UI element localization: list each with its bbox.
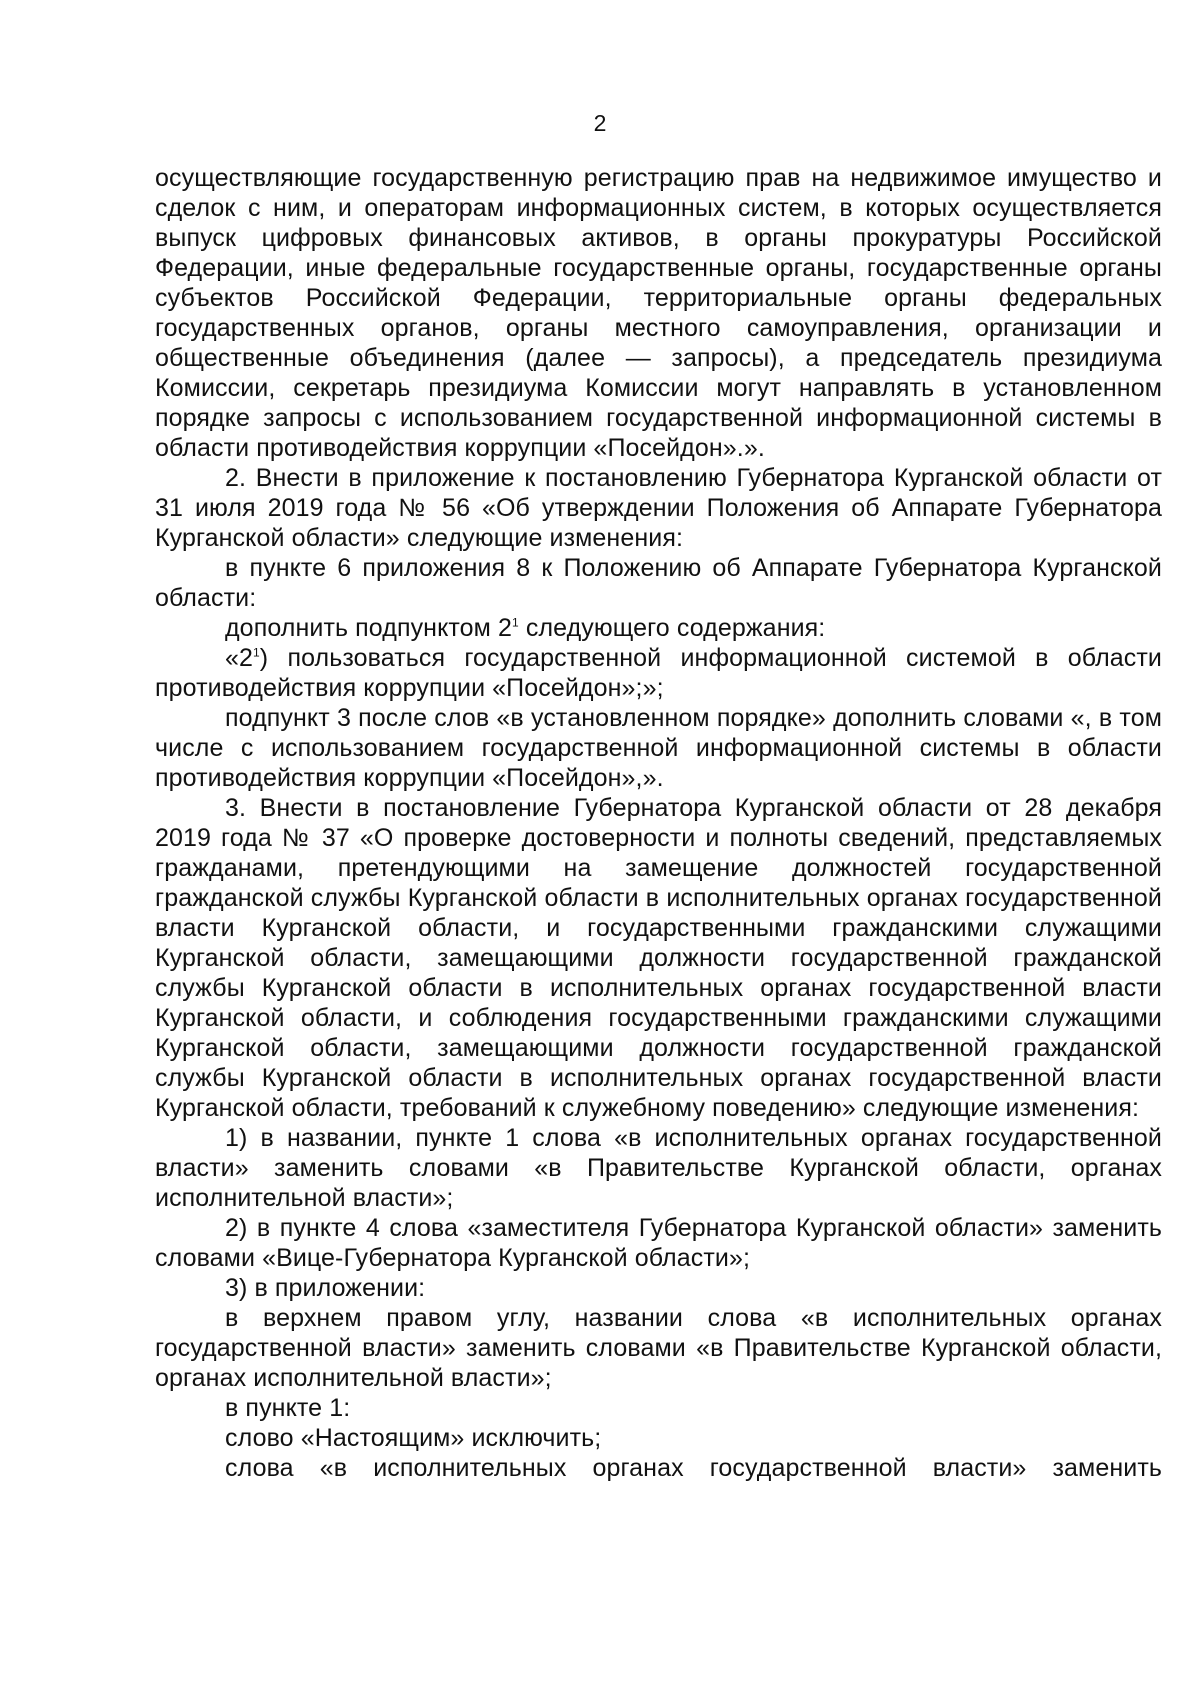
supplement-text-after: следующего содержания: bbox=[518, 614, 826, 642]
paragraph-item-3: 3. Внести в постановление Губернатора Курганской области от 28 декабря 2019 года № 37 «О проверке достоверности и полноты сведений, представляемых гражданами, претендующими на замещение должностей государственной гражданской службы Курганской области в исполнительных органах государственной власти Курганской области, и государственными гражданскими служащими Курганской области, замещающими должности государственной гражданской службы Курганской области в исполнительных органах государственной власти Курганской области, и соблюдения государственными гражданскими служащими Курганской области, замещающими должности государственной гражданской службы Курганской области в исполнительных органах государственной власти Курганской области, требований к служебному поведению» следующие изменения: bbox=[155, 794, 1162, 1122]
paragraph-item-2-point-6: в пункте 6 приложения 8 к Положению об Аппарате Губернатора Курганской области: bbox=[155, 554, 1162, 612]
supplement-text-before: дополнить подпунктом 2 bbox=[225, 614, 513, 642]
paragraph-item-3-3-words: слова «в исполнительных органах государственной власти» заменить bbox=[225, 1454, 1162, 1482]
new-subitem-text-after: ) пользоваться государственной информационной системой в области противодействия коррупции «Посейдон»;»; bbox=[155, 644, 1162, 702]
paragraph-item-3-1: 1) в названии, пункте 1 слова «в исполнительных органах государственной власти» заменить словами «в Правительстве Курганской области, органах исполнительной власти»; bbox=[155, 1124, 1162, 1212]
paragraph-continuation: осуществляющие государственную регистрацию прав на недвижимое имущество и сделок с ним, и операторам информационных систем, в которых осуществляется выпуск цифровых финансовых активов, в органы прокуратуры Российской Федерации, иные федеральные государственные органы, государственные органы субъектов Российской Федерации, территориальные органы федеральных государственных органов, органы местного самоуправления, организации и общественные объединения (далее — запросы), а председатель президиума Комиссии, секретарь президиума Комиссии могут направлять в установленном порядке запросы с использованием государственной информационной системы в области противодействия коррупции «Посейдон».». bbox=[155, 164, 1162, 462]
paragraph-item-2-new-subitem bbox=[155, 643, 1162, 703]
paragraph-item-2-subitem-3: подпункт 3 после слов «в установленном порядке» дополнить словами «, в том числе с использованием государственной информационной системы в области противодействия коррупции «Посейдон»,». bbox=[155, 704, 1162, 792]
superscript-marker: 1 bbox=[512, 615, 519, 630]
paragraph-item-3-3: 3) в приложении: bbox=[225, 1274, 426, 1302]
document-body bbox=[155, 163, 1162, 1483]
paragraph-item-3-3-word: слово «Настоящим» исключить; bbox=[225, 1424, 602, 1452]
paragraph-item-3-3-corner: в верхнем правом углу, названии слова «в исполнительных органах государственной власти» заменить словами «в Правительстве Курганской области, органах исполнительной власти»; bbox=[155, 1304, 1162, 1392]
page-number: 2 bbox=[593, 110, 607, 136]
paragraph-item-2-supplement bbox=[155, 613, 1162, 643]
new-subitem-text-before: «2 bbox=[225, 644, 254, 672]
paragraph-item-2: 2. Внести в приложение к постановлению Губернатора Курганской области от 31 июля 2019 года № 56 «Об утверждении Положения об Аппарате Губернатора Курганской области» следующие изменения: bbox=[155, 464, 1162, 552]
superscript-marker: 1 bbox=[253, 645, 260, 660]
paragraph-item-3-2: 2) в пункте 4 слова «заместителя Губернатора Курганской области» заменить словами «Вице-Губернатора Курганской области»; bbox=[155, 1214, 1162, 1272]
paragraph-item-3-3-point-1: в пункте 1: bbox=[225, 1394, 351, 1422]
